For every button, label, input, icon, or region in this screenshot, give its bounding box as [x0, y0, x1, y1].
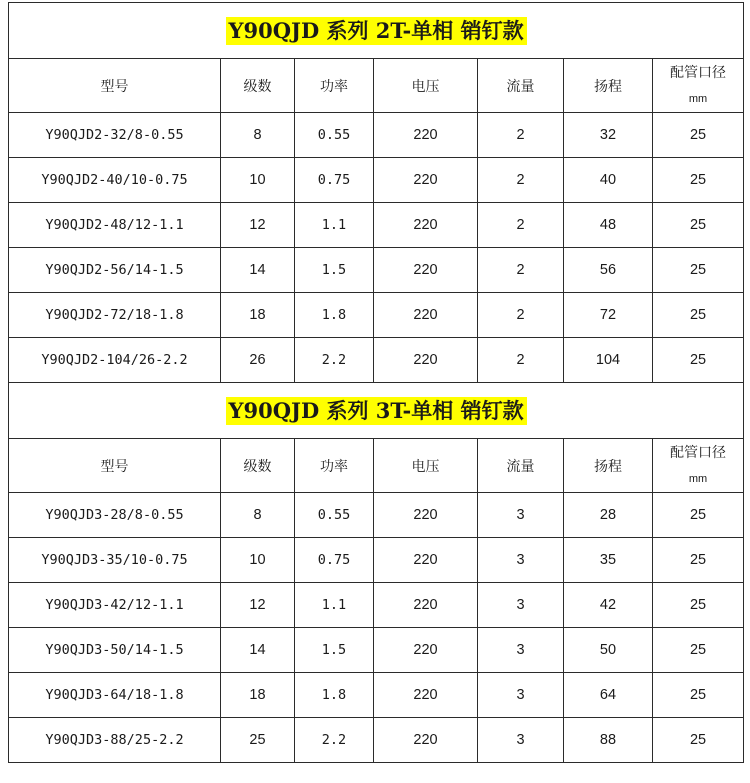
- value-cell: 3: [478, 718, 564, 763]
- table-row: [9, 248, 744, 293]
- header-pipe-label: 配管口径: [670, 64, 727, 81]
- section-title: Y90QJD 系列 2T-单相 销钉款: [226, 17, 527, 45]
- value-cell: 25: [653, 293, 744, 338]
- section-title-cell: [9, 383, 744, 439]
- value-cell: 220: [374, 673, 478, 718]
- value-cell: 72: [564, 293, 653, 338]
- model-cell: Y90QJD2-56/14-1.5: [9, 248, 221, 293]
- value-cell: 18: [221, 293, 295, 338]
- value-cell: 14: [221, 628, 295, 673]
- model-cell: Y90QJD3-88/25-2.2: [9, 718, 221, 763]
- header-model: 型号: [9, 439, 221, 493]
- value-cell: 48: [564, 203, 653, 248]
- value-cell: 26: [221, 338, 295, 383]
- value-cell: 25: [653, 538, 744, 583]
- spec-sheet: [8, 2, 743, 763]
- value-cell: 25: [653, 203, 744, 248]
- model-cell: Y90QJD3-35/10-0.75: [9, 538, 221, 583]
- table-row: [9, 673, 744, 718]
- value-cell: 1.5: [295, 628, 374, 673]
- value-cell: 25: [653, 718, 744, 763]
- value-cell: 56: [564, 248, 653, 293]
- header-power: 功率: [295, 439, 374, 493]
- model-cell: Y90QJD2-32/8-0.55: [9, 113, 221, 158]
- value-cell: 42: [564, 583, 653, 628]
- value-cell: 32: [564, 113, 653, 158]
- value-cell: 220: [374, 113, 478, 158]
- section-title-row: [9, 3, 744, 59]
- value-cell: 25: [653, 583, 744, 628]
- value-cell: 220: [374, 583, 478, 628]
- value-cell: 28: [564, 493, 653, 538]
- table-row: [9, 158, 744, 203]
- table-row: [9, 338, 744, 383]
- header-pipe-unit: mm: [688, 472, 708, 485]
- section-title-row: [9, 383, 744, 439]
- value-cell: 25: [653, 113, 744, 158]
- table-row: [9, 203, 744, 248]
- value-cell: 220: [374, 293, 478, 338]
- header-head: 扬程: [564, 59, 653, 113]
- header-power: 功率: [295, 59, 374, 113]
- value-cell: 25: [653, 338, 744, 383]
- model-cell: Y90QJD3-64/18-1.8: [9, 673, 221, 718]
- value-cell: 88: [564, 718, 653, 763]
- value-cell: 25: [653, 628, 744, 673]
- value-cell: 0.75: [295, 538, 374, 583]
- model-cell: Y90QJD2-104/26-2.2: [9, 338, 221, 383]
- value-cell: 1.8: [295, 293, 374, 338]
- table-row: [9, 493, 744, 538]
- value-cell: 220: [374, 338, 478, 383]
- value-cell: 2.2: [295, 718, 374, 763]
- value-cell: 12: [221, 203, 295, 248]
- value-cell: 14: [221, 248, 295, 293]
- value-cell: 3: [478, 673, 564, 718]
- value-cell: 220: [374, 248, 478, 293]
- model-cell: Y90QJD2-48/12-1.1: [9, 203, 221, 248]
- value-cell: 25: [653, 673, 744, 718]
- header-pipe-diameter: [653, 59, 744, 113]
- value-cell: 220: [374, 718, 478, 763]
- value-cell: 2: [478, 158, 564, 203]
- spec-table: [8, 2, 744, 763]
- value-cell: 25: [221, 718, 295, 763]
- value-cell: 0.55: [295, 113, 374, 158]
- value-cell: 220: [374, 628, 478, 673]
- header-row: [9, 59, 744, 113]
- header-stages: 级数: [221, 59, 295, 113]
- header-head: 扬程: [564, 439, 653, 493]
- value-cell: 10: [221, 538, 295, 583]
- value-cell: 1.5: [295, 248, 374, 293]
- value-cell: 25: [653, 158, 744, 203]
- table-row: [9, 628, 744, 673]
- header-pipe-unit: mm: [688, 92, 708, 105]
- value-cell: 0.75: [295, 158, 374, 203]
- model-cell: Y90QJD3-50/14-1.5: [9, 628, 221, 673]
- value-cell: 25: [653, 493, 744, 538]
- value-cell: 40: [564, 158, 653, 203]
- value-cell: 8: [221, 113, 295, 158]
- value-cell: 25: [653, 248, 744, 293]
- table-row: [9, 583, 744, 628]
- table-row: [9, 293, 744, 338]
- table-row: [9, 718, 744, 763]
- header-stages: 级数: [221, 439, 295, 493]
- value-cell: 2: [478, 248, 564, 293]
- header-voltage: 电压: [374, 59, 478, 113]
- value-cell: 2: [478, 113, 564, 158]
- value-cell: 8: [221, 493, 295, 538]
- table-row: [9, 113, 744, 158]
- value-cell: 10: [221, 158, 295, 203]
- model-cell: Y90QJD2-72/18-1.8: [9, 293, 221, 338]
- value-cell: 2.2: [295, 338, 374, 383]
- value-cell: 64: [564, 673, 653, 718]
- value-cell: 50: [564, 628, 653, 673]
- table-row: [9, 538, 744, 583]
- header-flow: 流量: [478, 439, 564, 493]
- value-cell: 35: [564, 538, 653, 583]
- header-pipe-diameter: [653, 439, 744, 493]
- value-cell: 18: [221, 673, 295, 718]
- header-pipe-label: 配管口径: [670, 444, 727, 461]
- section-title: Y90QJD 系列 3T-单相 销钉款: [226, 397, 527, 425]
- model-cell: Y90QJD2-40/10-0.75: [9, 158, 221, 203]
- value-cell: 220: [374, 493, 478, 538]
- header-model: 型号: [9, 59, 221, 113]
- value-cell: 220: [374, 158, 478, 203]
- value-cell: 12: [221, 583, 295, 628]
- value-cell: 1.1: [295, 583, 374, 628]
- value-cell: 2: [478, 338, 564, 383]
- value-cell: 2: [478, 203, 564, 248]
- header-flow: 流量: [478, 59, 564, 113]
- value-cell: 3: [478, 538, 564, 583]
- model-cell: Y90QJD3-42/12-1.1: [9, 583, 221, 628]
- value-cell: 2: [478, 293, 564, 338]
- value-cell: 220: [374, 203, 478, 248]
- value-cell: 3: [478, 493, 564, 538]
- value-cell: 0.55: [295, 493, 374, 538]
- model-cell: Y90QJD3-28/8-0.55: [9, 493, 221, 538]
- section-title-cell: [9, 3, 744, 59]
- header-voltage: 电压: [374, 439, 478, 493]
- header-row: [9, 439, 744, 493]
- value-cell: 220: [374, 538, 478, 583]
- value-cell: 1.1: [295, 203, 374, 248]
- value-cell: 3: [478, 628, 564, 673]
- value-cell: 3: [478, 583, 564, 628]
- value-cell: 1.8: [295, 673, 374, 718]
- value-cell: 104: [564, 338, 653, 383]
